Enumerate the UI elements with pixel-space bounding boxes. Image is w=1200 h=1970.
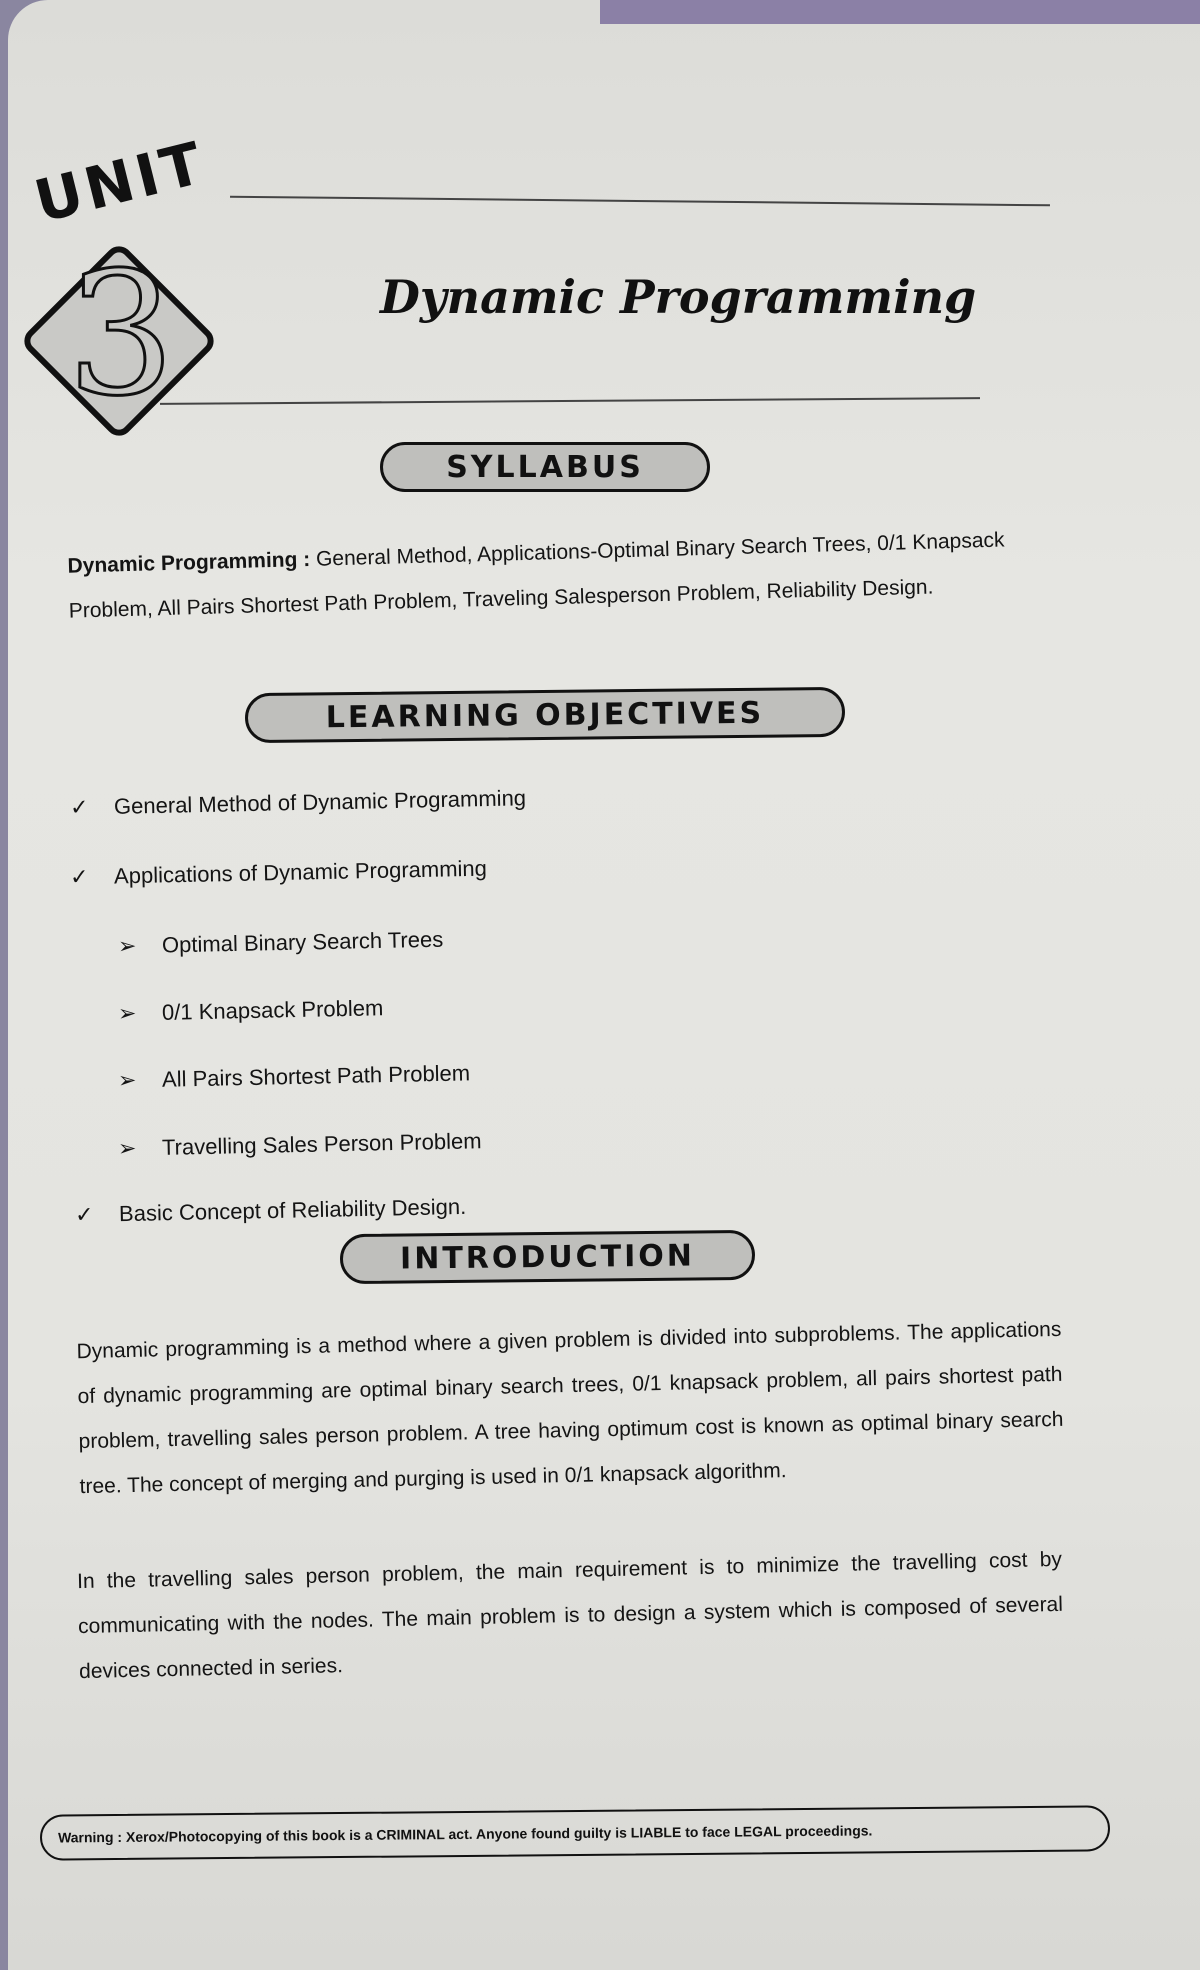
introduction-paragraph-2: In the travelling sales person problem, the main requirement is to minimize the travelling cost by communicating with the nodes. The main problem is to design a system which is composed of several devices connected in series. [76, 1547, 1064, 1684]
introduction-paragraph-1: Dynamic programming is a method where a given problem is divided into subproblems. The applications of dynamic programming are optimal binary search trees, 0/1 knapsack problem, all pairs shortest path problem, travelling sales person problem. A tree having optimum cost is known as optimal binary search tree. The concept of merging and purging is used in 0/1 knapsack algorithm. [76, 1317, 1064, 1499]
objective-text: Basic Concept of Reliability Design. [118, 1193, 467, 1227]
objective-text: Travelling Sales Person Problem [161, 1128, 482, 1160]
chapter-title: Dynamic Programming [380, 270, 977, 324]
background-strip [600, 0, 1200, 24]
arrow-bullet-icon: ➢ [117, 1067, 137, 1093]
objective-text: All Pairs Shortest Path Problem [161, 1060, 471, 1092]
objective-subitem [118, 995, 384, 1027]
arrow-bullet-icon: ➢ [117, 933, 137, 959]
copyright-warning: Warning : Xerox/Photocopying of this book is a CRIMINAL act. Anyone found guilty is LIABLE to face LEGAL proceedings. [40, 1805, 1110, 1860]
check-icon: ✓ [74, 1201, 94, 1228]
objective-text: Applications of Dynamic Programming [113, 855, 488, 889]
arrow-bullet-icon: ➢ [117, 1000, 137, 1026]
unit-label: UNIT [28, 128, 213, 236]
objectives-heading: LEARNING OBJECTIVES [245, 687, 845, 743]
check-icon: ✓ [69, 794, 89, 820]
syllabus-heading: SYLLABUS [380, 442, 710, 492]
unit-badge [18, 128, 213, 450]
syllabus-body: General Method, Applications-Optimal Binary Search Trees, 0/1 Knapsack Problem, All Pairs Shortest Path Problem, Traveling Salesperson Problem, Reliability Design. [68, 528, 1005, 623]
arrow-bullet-icon: ➢ [117, 1135, 137, 1161]
check-icon: ✓ [69, 863, 89, 890]
objective-text: 0/1 Knapsack Problem [161, 995, 384, 1025]
objective-text: Optimal Binary Search Trees [161, 926, 444, 958]
objective-text: General Method of Dynamic Programming [113, 785, 527, 819]
introduction-heading: INTRODUCTION [340, 1230, 756, 1284]
unit-number: 3 [66, 236, 176, 434]
syllabus-lead: Dynamic Programming : [67, 547, 311, 578]
